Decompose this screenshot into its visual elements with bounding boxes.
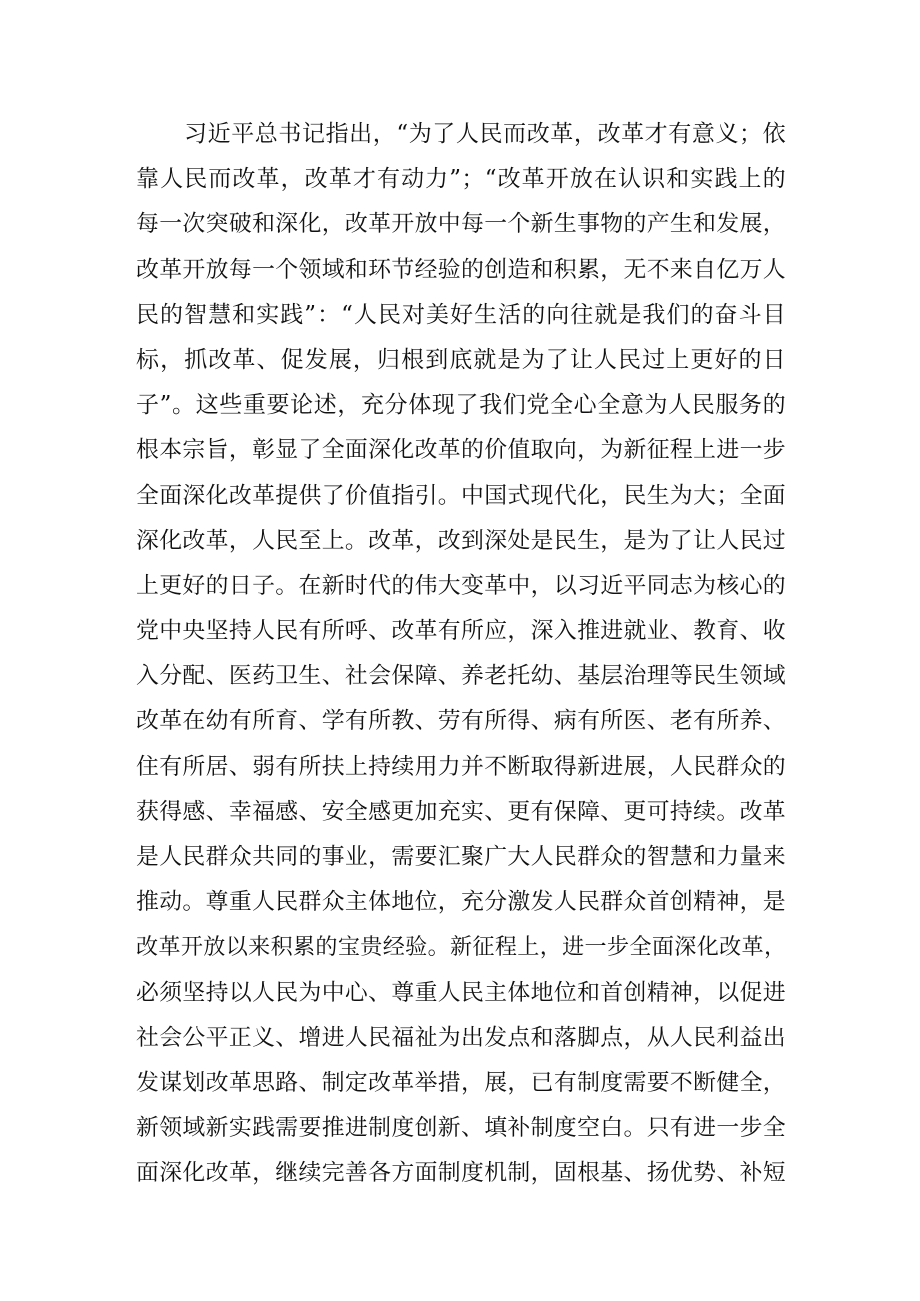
text-line: 每一次突破和深化，改革开放中每一个新生事物的产生和发展，: [136, 211, 786, 238]
text-line: 根本宗旨，彰显了全面深化改革的价值取向，为新征程上进一步: [136, 437, 786, 464]
text-line: 推动。尊重人民群众主体地位，充分激发人民群众首创精神，是: [136, 889, 786, 916]
text-line: 面深化改革，继续完善各方面制度机制，固根基、扬优势、补短: [136, 1160, 786, 1187]
text-line: 是人民群众共同的事业，需要汇聚广大人民群众的智慧和力量来: [136, 844, 786, 870]
text-line: 必须坚持以人民为中心、尊重人民主体地位和首创精神，以促进: [136, 979, 786, 1006]
text-line: 入分配、医药卫生、社会保障、养老托幼、基层治理等民生领域: [136, 663, 786, 690]
text-line: 获得感、幸福感、安全感更加充实、更有保障、更可持续。改革: [136, 798, 786, 825]
text-line: 住有所居、弱有所扶上持续用力并不断取得新进展，人民群众的: [136, 753, 786, 780]
text-line: 新领域新实践需要推进制度创新、填补制度空白。只有进一步全: [136, 1115, 786, 1142]
text-line: 靠人民而改革，改革才有动力”；“改革开放在认识和实践上的: [136, 166, 786, 193]
text-line: 党中央坚持人民有所呼、改革有所应，深入推进就业、教育、收: [136, 618, 786, 645]
text-line: 全面深化改革提供了价值指引。中国式现代化，民生为大；全面: [136, 482, 786, 509]
text-line: 习近平总书记指出，“为了人民而改革，改革才有意义；依: [184, 121, 786, 147]
text-line: 改革开放以来积累的宝贵经验。新征程上，进一步全面深化改革，: [136, 935, 787, 961]
text-line: 改革开放每一个领域和环节经验的创造和积累，无不来自亿万人: [136, 256, 786, 283]
text-line: 社会公平正义、增进人民福祉为出发点和落脚点，从人民利益出: [136, 1024, 786, 1051]
text-line: 改革在幼有所育、学有所教、劳有所得、病有所医、老有所养、: [136, 708, 786, 735]
text-line: 上更好的日子。在新时代的伟大变革中，以习近平同志为核心的: [136, 572, 786, 599]
text-line: 子”。这些重要论述，充分体现了我们党全心全意为人民服务的: [136, 392, 786, 419]
body-paragraph: [136, 112, 786, 1197]
text-line: 深化改革，人民至上。改革，改到深处是民生，是为了让人民过: [136, 527, 786, 554]
text-line: 标，抓改革、促发展，归根到底就是为了让人民过上更好的日: [136, 346, 786, 373]
text-line: 发谋划改革思路、制定改革举措，展，已有制度需要不断健全，: [136, 1069, 786, 1096]
text-line: 民的智慧和实践”：“人民对美好生活的向往就是我们的奋斗目: [136, 301, 786, 328]
